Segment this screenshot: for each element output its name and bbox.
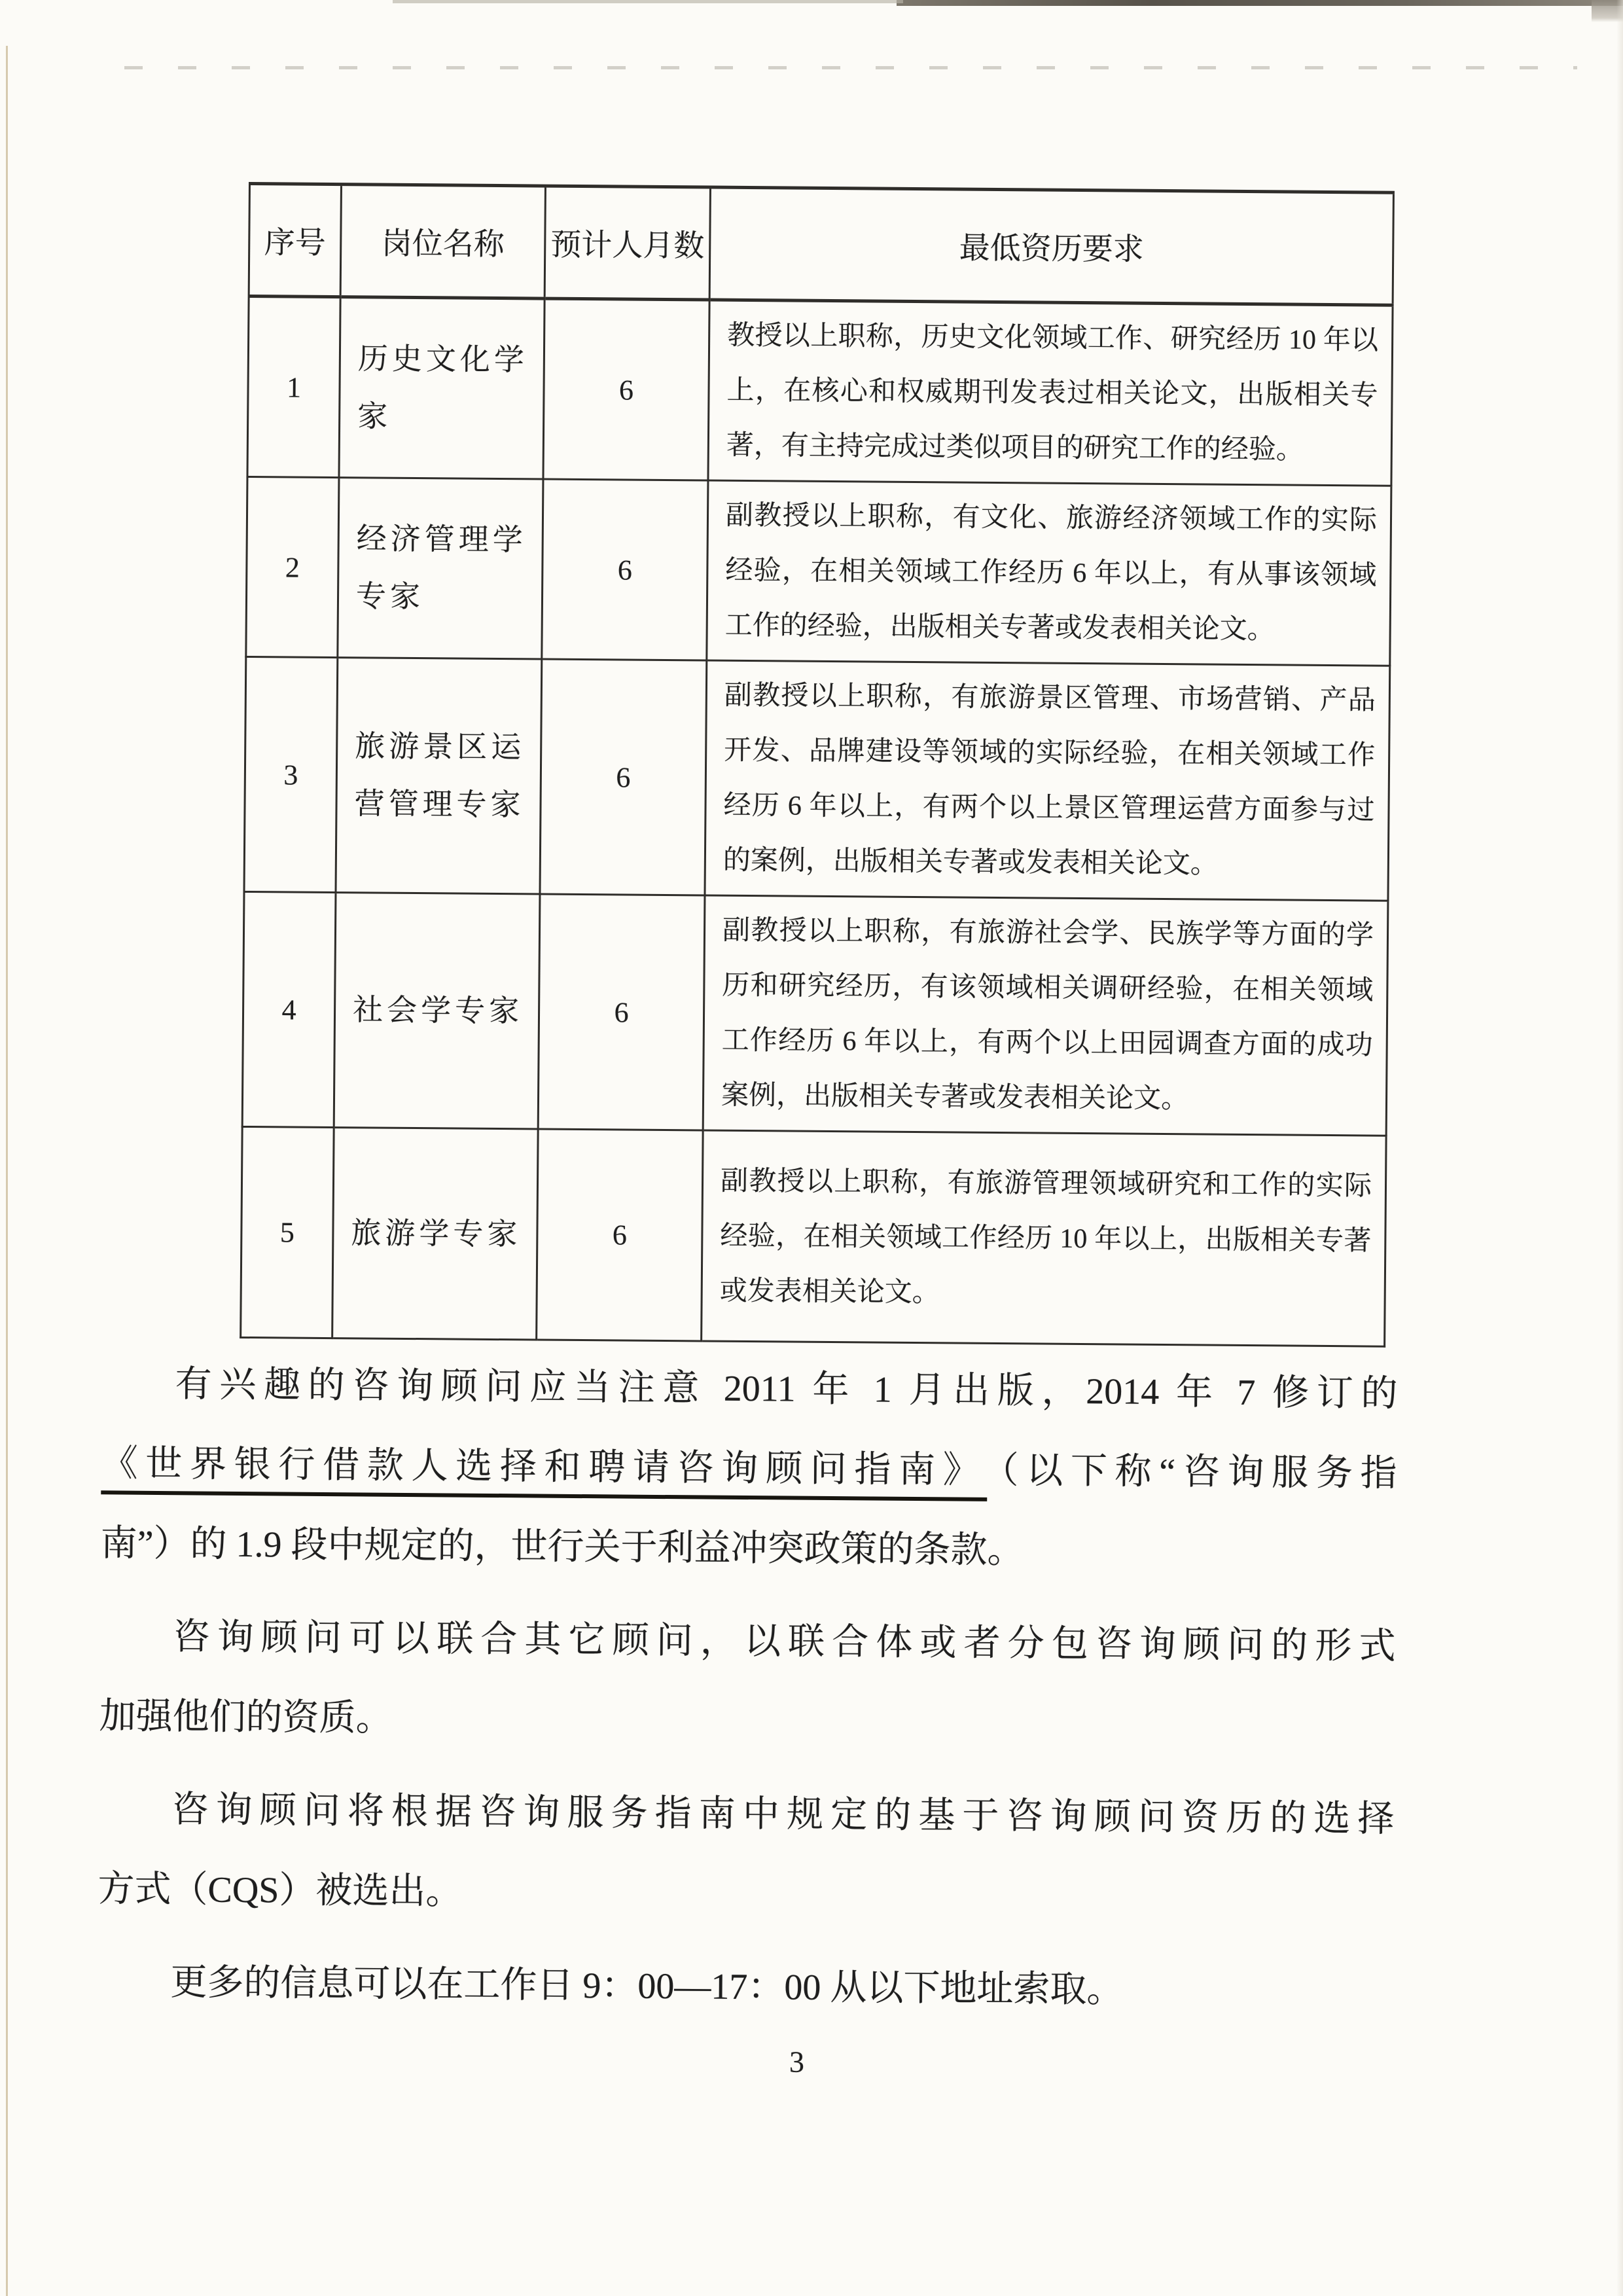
paragraph-line	[101, 1424, 1397, 1514]
row-requirement: 副教授以上职称，有旅游管理领域研究和工作的实际经验，在相关领域工作经历 10 年以上，出版相关专著或发表相关论文。	[702, 1130, 1386, 1346]
paragraph-cqs-selection	[98, 1769, 1395, 1939]
row-no: 2	[246, 476, 339, 657]
table-row	[244, 656, 1390, 901]
row-months: 6	[540, 659, 707, 895]
row-position: 社会学专家	[334, 893, 540, 1129]
paragraph-line: 咨询顾问可以联合其它顾问，以联合体或者分包咨询顾问的形式	[173, 1617, 1396, 1667]
row-position: 经济管理学专家	[338, 478, 543, 659]
paragraph-line: 咨询顾问将根据咨询服务指南中规定的基于咨询顾问资历的选择	[171, 1789, 1395, 1840]
paragraph-conflict-of-interest	[100, 1344, 1398, 1594]
paragraph-line: 加强他们的资质。	[99, 1696, 393, 1739]
scan-artifact-top-edge	[897, 0, 1623, 6]
paragraph-line-rest: （以下称“咨询服务指	[1000, 1450, 1397, 1494]
positions-table	[240, 182, 1395, 1348]
paragraph-line: 方式（CQS）被选出。	[98, 1869, 463, 1912]
header-cell-requirement: 最低资历要求	[709, 187, 1393, 305]
row-position: 旅游景区运营管理专家	[336, 658, 542, 894]
page-number: 3	[789, 2045, 805, 2079]
row-requirement: 教授以上职称，历史文化领域工作、研究经历 10 年以上，在核心和权威期刊发表过相关论文，出版相关专著，有主持完成过类似项目的研究工作的经验。	[708, 300, 1393, 486]
row-position: 旅游学专家	[332, 1128, 539, 1340]
table-row	[241, 1126, 1386, 1346]
row-requirement: 副教授以上职称，有旅游社会学、民族学等方面的学历和研究经历，有该领域相关调研经验，在相关领域工作经历 6 年以上，有两个以上田园调查方面的成功案例，出版相关专著或发表相关论文。	[703, 895, 1388, 1136]
row-no: 3	[244, 656, 338, 892]
row-no: 5	[241, 1126, 334, 1338]
row-months: 6	[537, 1129, 704, 1341]
table-row	[246, 476, 1391, 666]
paragraph-line: 更多的信息可以在工作日 9：00—17：00 从以下地址索取。	[170, 1962, 1124, 2011]
book-title-underlined: 《世界银行借款人选择和聘请咨询顾问指南》	[101, 1443, 987, 1501]
header-cell-position: 岗位名称	[340, 185, 545, 298]
row-no: 4	[242, 891, 336, 1127]
table-row	[247, 296, 1393, 486]
body-text	[97, 1344, 1398, 2032]
row-months: 6	[542, 479, 708, 660]
paragraph-more-info	[97, 1942, 1393, 2032]
header-cell-months: 预计人月数	[544, 186, 710, 300]
row-months: 6	[543, 298, 709, 480]
row-requirement: 副教授以上职称，有文化、旅游经济领域工作的实际经验，在相关领域工作经历 6 年以上，有从事该领域工作的经验，出版相关专著或发表相关论文。	[707, 480, 1391, 666]
row-requirement: 副教授以上职称，有旅游景区管理、市场营销、产品开发、品牌建设等领域的实际经验，在相关领域工作经历 6 年以上，有两个以上景区管理运营方面参与过的案例，出版相关专著或发表相关论文。	[705, 660, 1390, 901]
paragraph-line: 南”）的 1.9 段中规定的，世行关于利益冲突政策的条款。	[100, 1523, 1024, 1571]
row-months: 6	[538, 894, 705, 1130]
paragraph-joint-venture	[99, 1596, 1396, 1767]
header-cell-no: 序号	[249, 184, 341, 297]
table-header-row	[249, 184, 1393, 306]
row-position: 历史文化学家	[339, 297, 544, 479]
paragraph-line: 有兴趣的咨询顾问应当注意 2011 年 1 月出版，2014 年 7 修订的	[175, 1364, 1398, 1414]
row-no: 1	[247, 296, 340, 478]
table-row	[242, 891, 1388, 1136]
